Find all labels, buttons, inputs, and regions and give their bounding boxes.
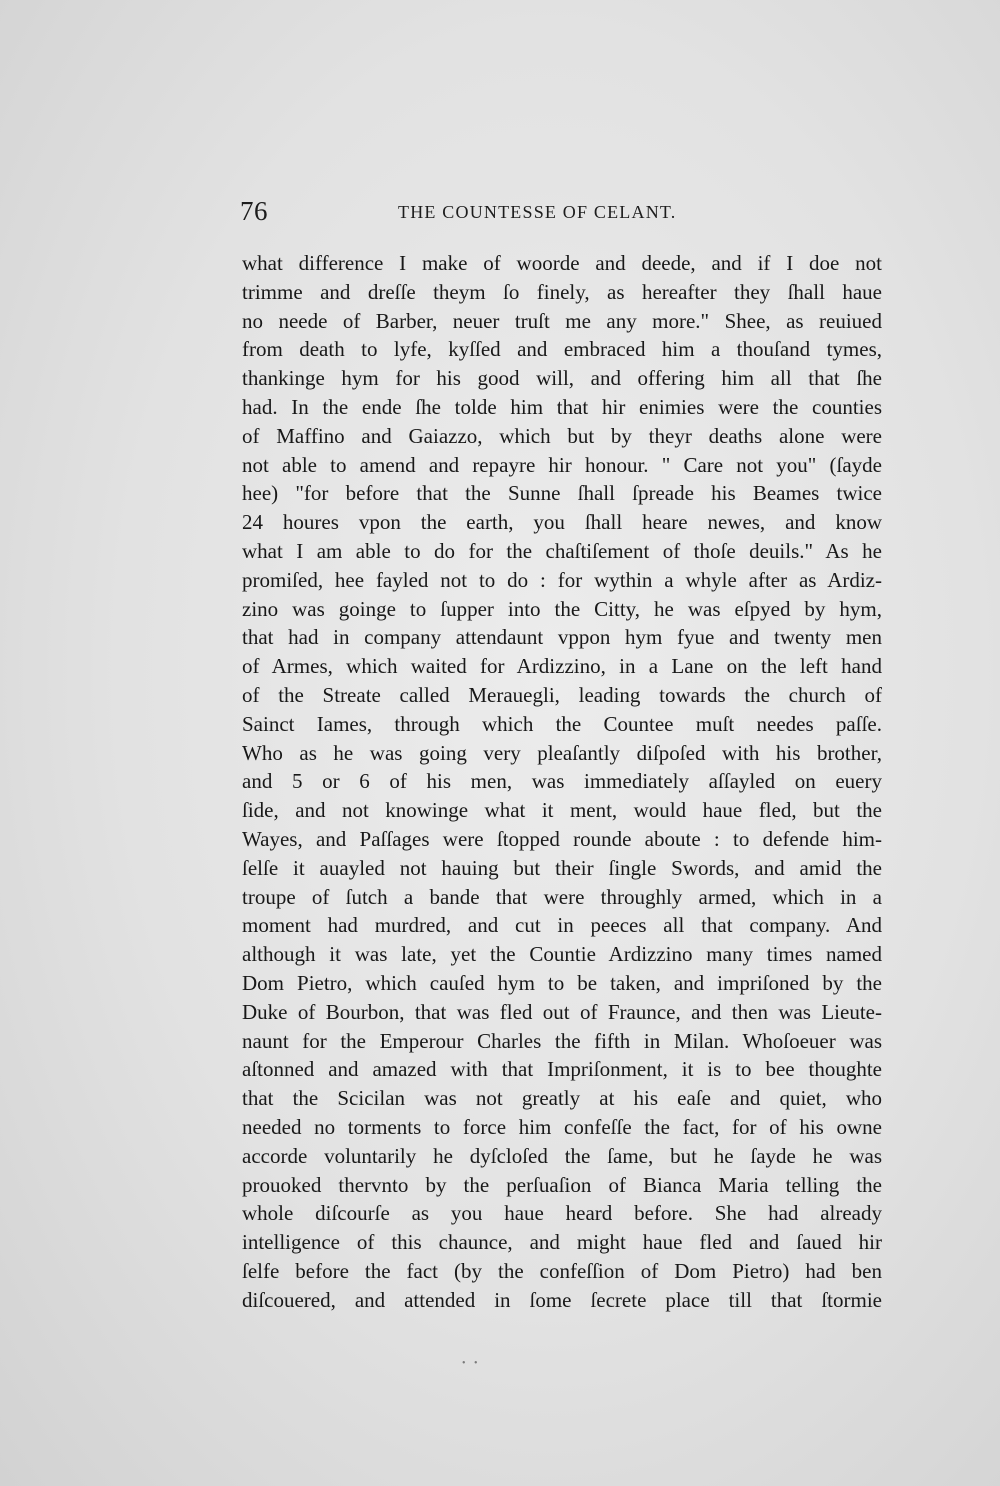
text-line: promiſed, hee fayled not to do : for wythin a whyle after as Ardiz- (242, 567, 882, 592)
text-line: aſtonned and amazed with that Impriſonment, it is to bee thoughte (242, 1057, 882, 1082)
text-line: Who as he was going very pleaſantly diſpoſed with his brother, (242, 740, 882, 765)
text-line: that the Scicilan was not greatly at his eaſe and quiet, who (242, 1086, 882, 1111)
text-line: ſide, and not knowinge what it ment, would haue fled, but the (242, 798, 882, 823)
text-line: 24 houres vpon the earth, you ſhall heare newes, and know (242, 510, 882, 535)
text-line: that had in company attendaunt vppon hym fyue and twenty men (242, 625, 882, 650)
text-line: whole diſcourſe as you haue heard before. She had already (242, 1201, 882, 1226)
text-line: not able to amend and repayre hir honour. " Care not you" (ſayde (242, 452, 882, 477)
text-line: of the Streate called Merauegli, leading towards the church of (242, 682, 882, 707)
ornament-dots: • • (462, 1358, 481, 1369)
text-line: moment had murdred, and cut in peeces all that company. And (242, 913, 882, 938)
text-line: and 5 or 6 of his men, was immediately aſſayled on euery (242, 769, 882, 794)
text-line: intelligence of this chaunce, and might haue fled and ſaued hir (242, 1230, 882, 1255)
body-text (242, 249, 882, 1314)
text-line: Duke of Bourbon, that was fled out of Fraunce, and then was Lieute- (242, 999, 882, 1024)
text-line: trimme and dreſſe theym ſo finely, as hereafter they ſhall haue (242, 279, 882, 304)
text-line: Dom Pietro, which cauſed hym to be taken, and impriſoned by the (242, 970, 882, 995)
text-line: of Armes, which waited for Ardizzino, in a Lane on the left hand (242, 654, 882, 679)
running-head (240, 196, 880, 228)
text-line: Sainct Iames, through which the Countee muſt needes paſſe. (242, 711, 882, 736)
running-title: THE COUNTESSE OF CELANT. (398, 202, 677, 222)
text-line: thankinge hym for his good will, and offering him all that ſhe (242, 366, 882, 391)
text-line: naunt for the Emperour Charles the fifth in Milan. Whoſoeuer was (242, 1028, 882, 1053)
text-line: from death to lyfe, kyſſed and embraced him a thouſand tymes, (242, 337, 882, 362)
text-line: zino was goinge to ſupper into the Citty, he was eſpyed by hym, (242, 596, 882, 621)
text-line: no neede of Barber, neuer truſt me any more." Shee, as reuiued (242, 308, 882, 333)
text-line: diſcouered, and attended in ſome ſecrete place till that ſtormie (242, 1287, 882, 1312)
text-line: what I am able to do for the chaſtiſement of thoſe deuils." As he (242, 538, 882, 563)
text-line: ſelfe before the fact (by the confeſſion of Dom Pietro) had ben (242, 1258, 882, 1283)
text-line: what difference I make of woorde and deede, and if I doe not (242, 251, 882, 275)
text-line: troupe of ſutch a bande that were throughly armed, which in a (242, 884, 882, 909)
text-line: had. In the ende ſhe tolde him that hir enimies were the counties (242, 394, 882, 419)
text-line: accorde voluntarily he dyſcloſed the ſame, but he ſayde he was (242, 1143, 882, 1168)
text-line: ſelſe it auayled not hauing but their ſingle Swords, and amid the (242, 855, 882, 880)
page-number: 76 (240, 196, 268, 226)
text-line: hee) "for before that the Sunne ſhall ſpreade his Beames twice (242, 481, 882, 506)
text-line: prouoked thervnto by the perſuaſion of Bianca Maria telling the (242, 1172, 882, 1197)
text-line: of Maffino and Gaiazzo, which but by theyr deaths alone were (242, 423, 882, 448)
text-line: needed no torments to force him confeſſe the fact, for of his owne (242, 1114, 882, 1139)
text-line: although it was late, yet the Countie Ardizzino many times named (242, 942, 882, 967)
text-line: Wayes, and Paſſages were ſtopped rounde aboute : to defende him- (242, 826, 882, 851)
